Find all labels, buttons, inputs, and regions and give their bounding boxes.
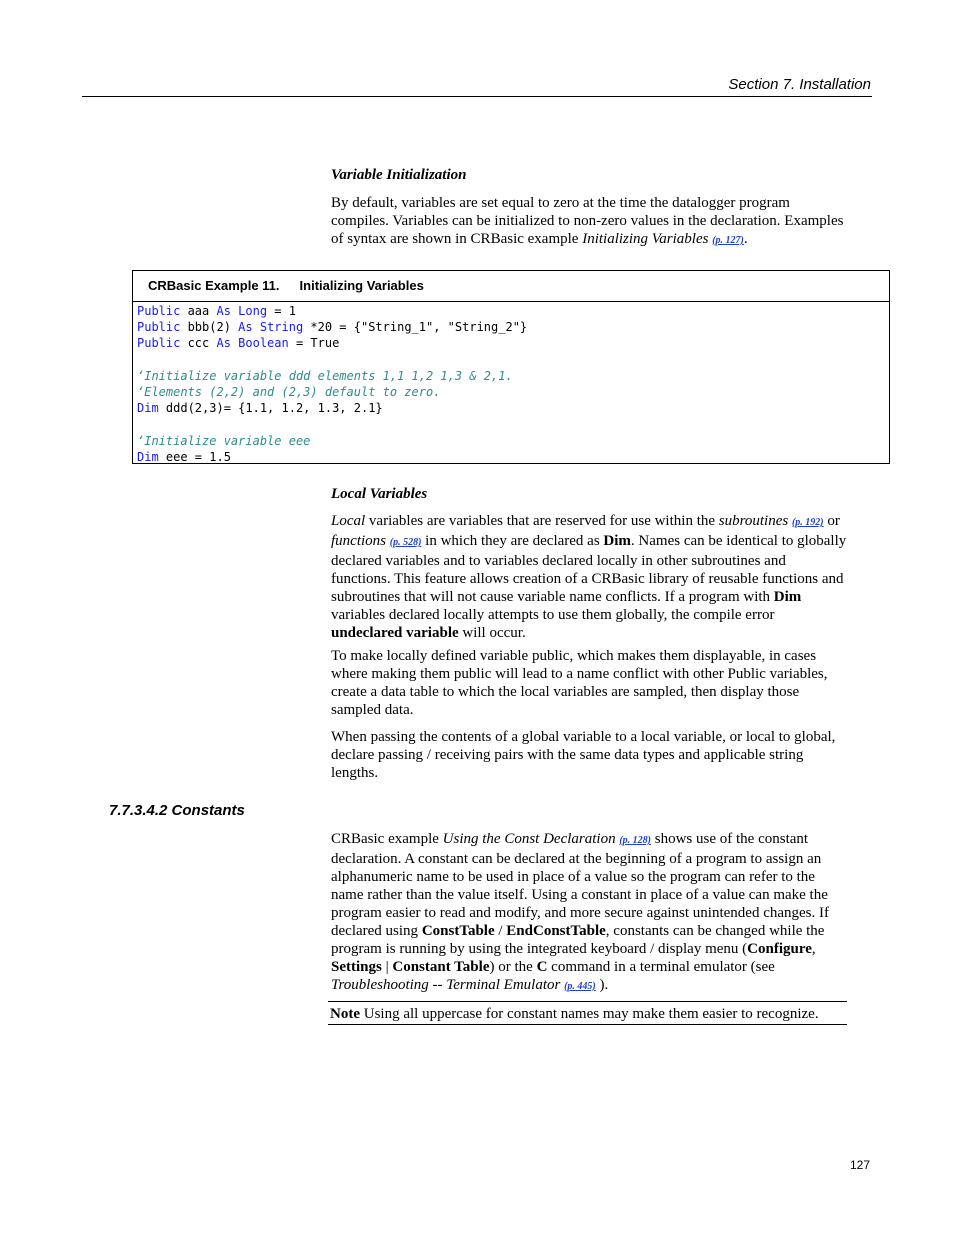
code-text: *20 = {"String_1", "String_2"}: [303, 320, 528, 335]
code-comment: ‘Initialize variable eee: [137, 433, 311, 448]
code-line: [137, 449, 889, 465]
note-text: Using all uppercase for constant names may make them easier to recognize.: [360, 1006, 819, 1022]
constants-paragraph: [331, 830, 848, 996]
code-keyword: As Boolean: [216, 336, 289, 351]
code-example-title: [133, 271, 889, 302]
code-keyword: Dim: [137, 401, 159, 416]
local-variables-paragraph-3: When passing the contents of a global variable to a local variable, or local to global, declare passing / receiving pairs with the same data types and applicable string lengths.: [331, 729, 836, 781]
code-text: = 1: [267, 304, 296, 318]
code-keyword: Dim: [137, 449, 159, 464]
reference-title: Initializing Variables: [582, 231, 709, 247]
note-box: [328, 1001, 847, 1025]
constants-section-heading: 7.7.3.4.2 Constants: [109, 802, 245, 819]
code-blank-line: [137, 352, 889, 368]
code-line: [137, 400, 889, 416]
emphasis-text: Local: [331, 513, 366, 529]
code-listing: [133, 302, 889, 465]
code-keyword: Public: [137, 320, 181, 335]
note-label: Note: [330, 1006, 360, 1022]
variable-initialization-heading: Variable Initialization: [331, 167, 467, 183]
code-line: [137, 335, 889, 351]
paragraph-text: ) or the: [489, 959, 537, 975]
bold-text: EndConstTable: [506, 923, 606, 939]
paragraph-text: ,: [811, 941, 816, 957]
bold-text: Configure: [747, 941, 812, 957]
page-number: 127: [849, 1158, 870, 1172]
paragraph-text: CRBasic example: [331, 831, 443, 847]
code-keyword: As String: [238, 320, 304, 335]
header-rule: [82, 96, 872, 97]
paragraph-text: will occur.: [458, 625, 526, 641]
code-text: eee = 1.5: [158, 449, 231, 464]
emphasis-text: Using the Const Declaration: [442, 831, 616, 847]
code-comment: ‘Elements (2,2) and (2,3) default to zero.: [137, 385, 441, 400]
paragraph-text: /: [494, 923, 507, 939]
paragraph-text: variables declared locally attempts to use them globally, the compile error: [331, 607, 775, 623]
running-header: Section 7. Installation: [728, 76, 871, 93]
bold-text: ConstTable: [421, 923, 495, 939]
code-text: ccc: [180, 336, 217, 351]
paragraph-text: command in a terminal emulator (see: [547, 959, 775, 975]
code-text: bbb(2): [180, 320, 239, 335]
page-reference-link[interactable]: (p. 528): [389, 537, 422, 548]
code-line: [137, 303, 889, 319]
page-reference-link[interactable]: (p. 445): [564, 981, 596, 992]
bold-text: Settings: [331, 959, 382, 975]
local-variables-paragraph-1: [331, 512, 848, 642]
paragraph-text: , constants can be changed while the program is running by using the integrated keyboard / display menu (: [331, 923, 825, 957]
emphasis-text: subroutines: [718, 513, 789, 529]
paragraph-end: .: [743, 231, 748, 247]
code-keyword: Public: [137, 304, 181, 318]
local-variables-heading: Local Variables: [331, 486, 428, 502]
page-reference-link[interactable]: (p. 127): [712, 235, 744, 246]
bold-text: Constant Table: [392, 959, 490, 975]
bold-text: C: [536, 959, 548, 975]
code-text: ddd(2,3)= {1.1, 1.2, 1.3, 2.1}: [158, 401, 383, 416]
emphasis-text: Troubleshooting -- Terminal Emulator: [331, 977, 561, 993]
code-keyword: As Long: [216, 304, 268, 318]
paragraph-text: ).: [595, 977, 609, 993]
code-keyword: Public: [137, 336, 181, 351]
code-blank-line: [137, 416, 889, 432]
paragraph-text: in which they are declared as: [421, 533, 604, 549]
paragraph-text: or: [823, 513, 840, 529]
page-reference-link[interactable]: (p. 192): [791, 517, 824, 528]
emphasis-text: functions: [331, 533, 386, 549]
bold-text: Dim: [603, 533, 631, 549]
code-example-label: CRBasic Example 11.: [148, 278, 280, 293]
page-reference-link[interactable]: (p. 128): [619, 835, 651, 846]
paragraph-text: |: [381, 959, 393, 975]
paragraph-text: shows use of the constant declaration. A constant can be declared at the beginning of a program to assign an alphanumeric name to be used in place of a value so the program can refer to the name rather than the value itself. Using a constant in place of a value can make the program easier to read and modify, and more secure against unintended changes. If declared using: [331, 831, 830, 939]
variable-initialization-paragraph: [331, 194, 848, 250]
bold-text: undeclared variable: [331, 625, 459, 641]
code-example-name: Initializing Variables: [299, 278, 424, 293]
code-example-box: [132, 270, 890, 464]
paragraph-text: variables are variables that are reserved for use within the: [365, 513, 719, 529]
code-line: [137, 319, 889, 335]
paragraph-text: . Names can be identical to globally declared variables and to variables declared locally in other subroutines and functions. This feature allows creation of a CRBasic library of reusable functions and subroutines that will not cause variable name conflicts. If a program with: [331, 533, 847, 605]
bold-text: Dim: [773, 589, 802, 605]
code-text: = True: [288, 336, 340, 351]
code-comment: ‘Initialize variable ddd elements 1,1 1,2 1,3 & 2,1.: [137, 368, 513, 383]
code-text: aaa: [180, 304, 217, 318]
local-variables-paragraph-2: To make locally defined variable public, which makes them displayable, in cases where making them public will lead to a name conflict with other Public variables, create a data table to which the local variables are sampled, then display those sampled data.: [331, 648, 828, 718]
paragraph-text: By default, variables are set equal to zero at the time the datalogger program compiles. Variables can be initialized to non-zero values in the declaration. Examples of syntax are shown in CRBasic example: [331, 195, 844, 247]
